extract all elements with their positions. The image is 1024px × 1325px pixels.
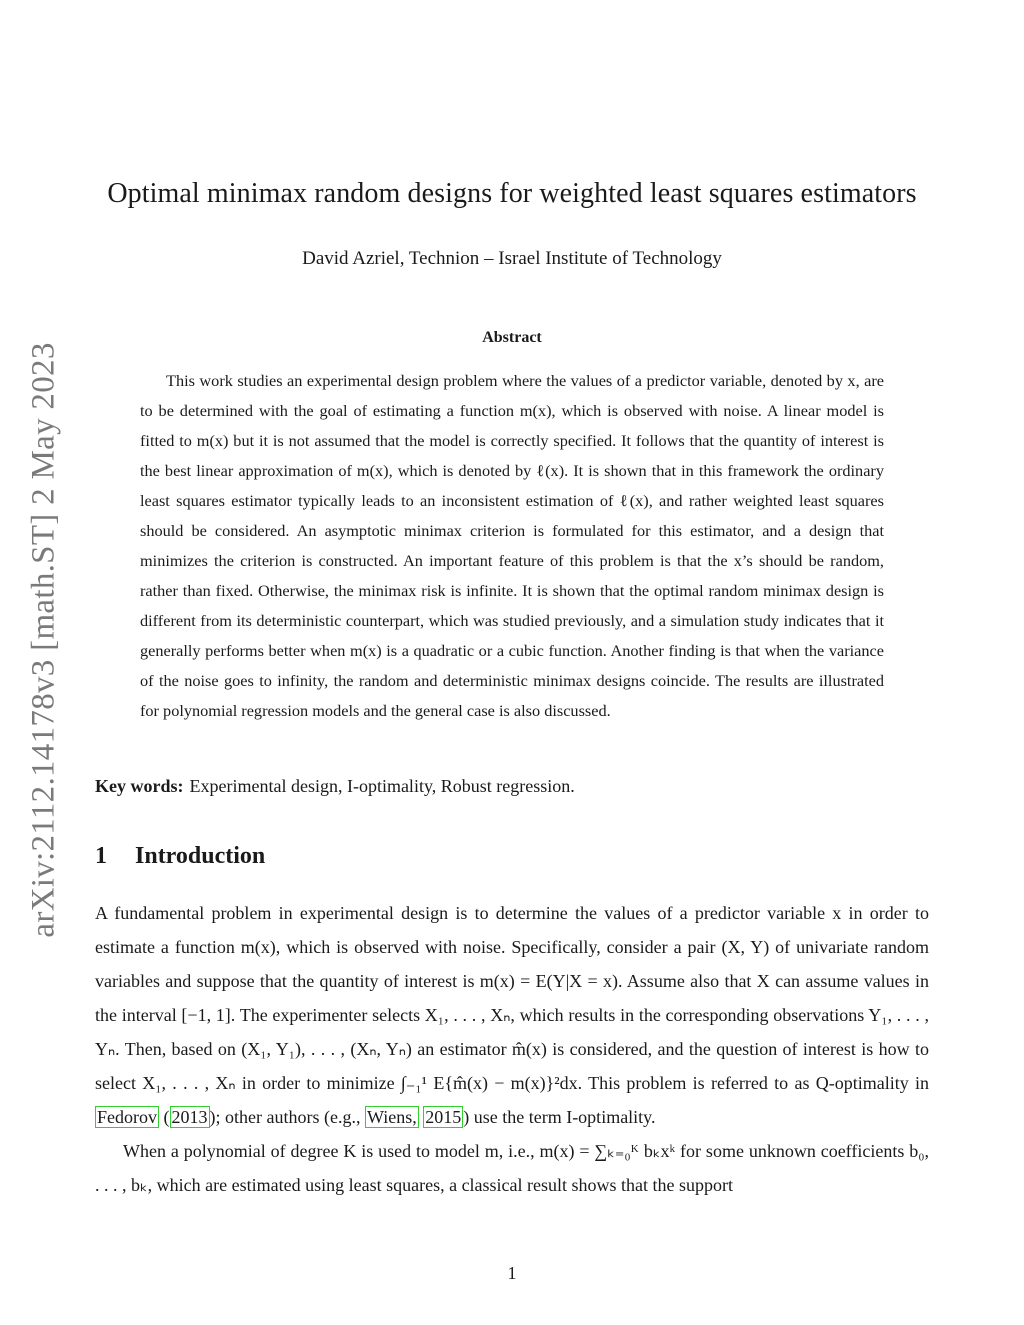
citation-wiens-link[interactable]: Wiens, — [366, 1107, 417, 1127]
paper-title: Optimal minimax random designs for weighted least squares estimators — [107, 178, 917, 209]
keywords-label: Key words: — [95, 776, 184, 796]
introduction-body — [95, 896, 929, 1202]
citation-wiens-year-link[interactable]: 2015 — [425, 1107, 462, 1127]
page-number: 1 — [507, 1263, 517, 1283]
section-heading — [95, 843, 265, 870]
citation-fedorov-year-link[interactable]: 2013 — [171, 1107, 208, 1127]
abstract-heading: Abstract — [482, 329, 542, 346]
abstract-body: This work studies an experimental design problem where the values of a predictor variable, denoted by x, are to be determined with the goal of estimating a function m(x), which is observed with noise. A linear model is fitted to m(x) but it is not assumed that the model is correctly specified. It follows that the quantity of interest is the best linear approximation of m(x), which is denoted by ℓ(x). It is shown that in this framework the ordinary least squares estimator typically leads to an inconsistent estimation of ℓ(x), and rather weighted least squares should be considered. An asymptotic minimax criterion is formulated for this estimator, and a design that minimizes the criterion is constructed. An important feature of this problem is that the x’s should be random, rather than fixed. Otherwise, the minimax risk is infinite. It is shown that the optimal random minimax design is different from its deterministic counterpart, which was studied previously, and a simulation study indicates that it generally performs better when m(x) is a quadratic or a cubic function. Another finding is that when the variance of the noise goes to infinity, the random and deterministic minimax designs coincide. The results are illustrated for polynomial regression models and the general case is also discussed. — [140, 371, 884, 720]
citation-fedorov-link[interactable]: Fedorov — [97, 1107, 157, 1127]
arxiv-identifier: arXiv:2112.14178v3 [math.ST] 2 May 2023 — [25, 342, 62, 938]
section-number: 1 — [95, 843, 107, 869]
intro-paragraph-2: When a polynomial of degree K is used to model m, i.e., m(x) = ∑ₖ₌₀ᴷ bₖxᵏ for some unknown coefficients b₀, . . . , bₖ, which are estimated using least squares, a classical result shows that the support — [95, 1141, 929, 1195]
intro-paragraph-1: A fundamental problem in experimental design is to determine the values of a predictor variable x in order to estimate a function m(x), which is observed with noise. Specifically, consider a pair (X, Y) of univariate random variables and suppose that the quantity of interest is m(x) = E(Y|X = x). Assume also that X can assume values in the interval [−1, 1]. The experimenter selects X₁, . . . , Xₙ, which results in the corresponding observations Y₁, . . . , Yₙ. Then, based on (X₁, Y₁), . . . , (Xₙ, Yₙ) an estimator m̂(x) is considered, and the question of interest is how to select X₁, . . . , Xₙ in order to minimize ∫₋₁¹ E{m̂(x) − m(x)}²dx. This problem is referred to as Q-optimality in Fedorov ( 2013 ); other authors (e.g., Wiens, 2015 ) use the term I-optimality. — [95, 903, 929, 1127]
author-line: David Azriel, Technion – Israel Institute of Technology — [302, 248, 722, 269]
section-title: Introduction — [135, 843, 266, 869]
keywords-text: Experimental design, I-optimality, Robust regression. — [189, 776, 575, 796]
keywords — [95, 776, 935, 797]
